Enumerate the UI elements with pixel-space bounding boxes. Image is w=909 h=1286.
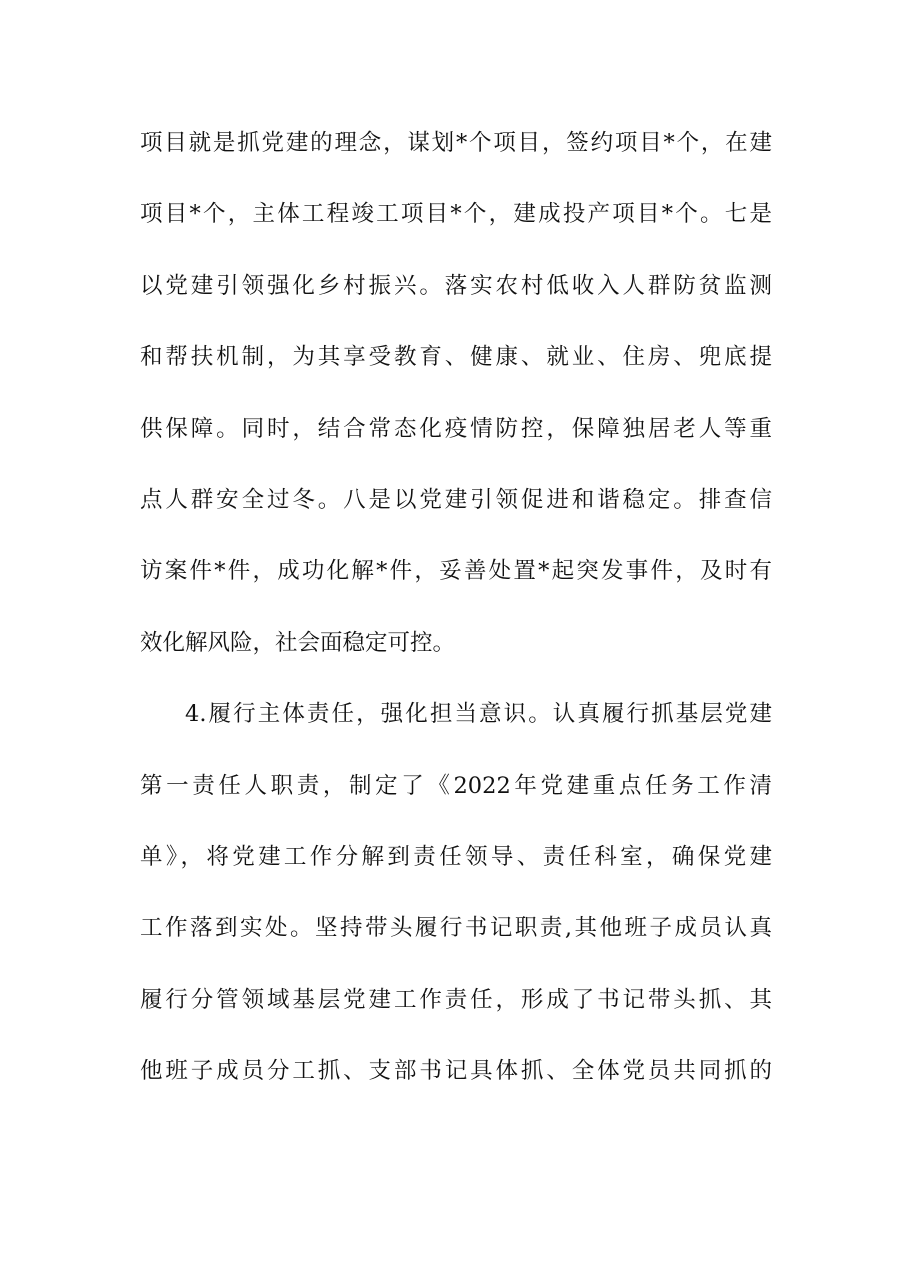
document-body bbox=[140, 121, 772, 1120]
text-line: 工作落到实处。坚持带头履行书记职责,其他班子成员认真 bbox=[140, 915, 772, 942]
paragraph-1 bbox=[140, 121, 772, 692]
text-line: 他班子成员分工抓、支部书记具体抓、全体党员共同抓的 bbox=[140, 1058, 772, 1085]
text-line: 供保障。同时，结合常态化疫情防控，保障独居老人等重 bbox=[140, 415, 772, 442]
text-line: 项目*个，主体工程竣工项目*个，建成投产项目*个。七是 bbox=[140, 201, 772, 228]
text-line: 单》，将党建工作分解到责任领导、责任科室，确保党建 bbox=[140, 843, 772, 870]
text-line: 效化解风险，社会面稳定可控。 bbox=[140, 629, 456, 656]
text-line: 第一责任人职责，制定了《2022年党建重点任务工作清 bbox=[140, 772, 772, 799]
text-line: 4.履行主体责任，强化担当意识。认真履行抓基层党建 bbox=[185, 701, 772, 728]
paragraph-2 bbox=[140, 692, 772, 1120]
text-line: 项目就是抓党建的理念，谋划*个项目，签约项目*个，在建 bbox=[140, 130, 772, 156]
text-line: 和帮扶机制，为其享受教育、健康、就业、住房、兜底提 bbox=[140, 344, 772, 371]
text-line: 点人群安全过冬。八是以党建引领促进和谐稳定。排查信 bbox=[140, 486, 772, 513]
text-line: 以党建引领强化乡村振兴。落实农村低收入人群防贫监测 bbox=[140, 272, 772, 299]
text-line: 履行分管领域基层党建工作责任，形成了书记带头抓、其 bbox=[140, 986, 772, 1013]
text-line: 访案件*件，成功化解*件，妥善处置*起突发事件，及时有 bbox=[140, 558, 772, 585]
